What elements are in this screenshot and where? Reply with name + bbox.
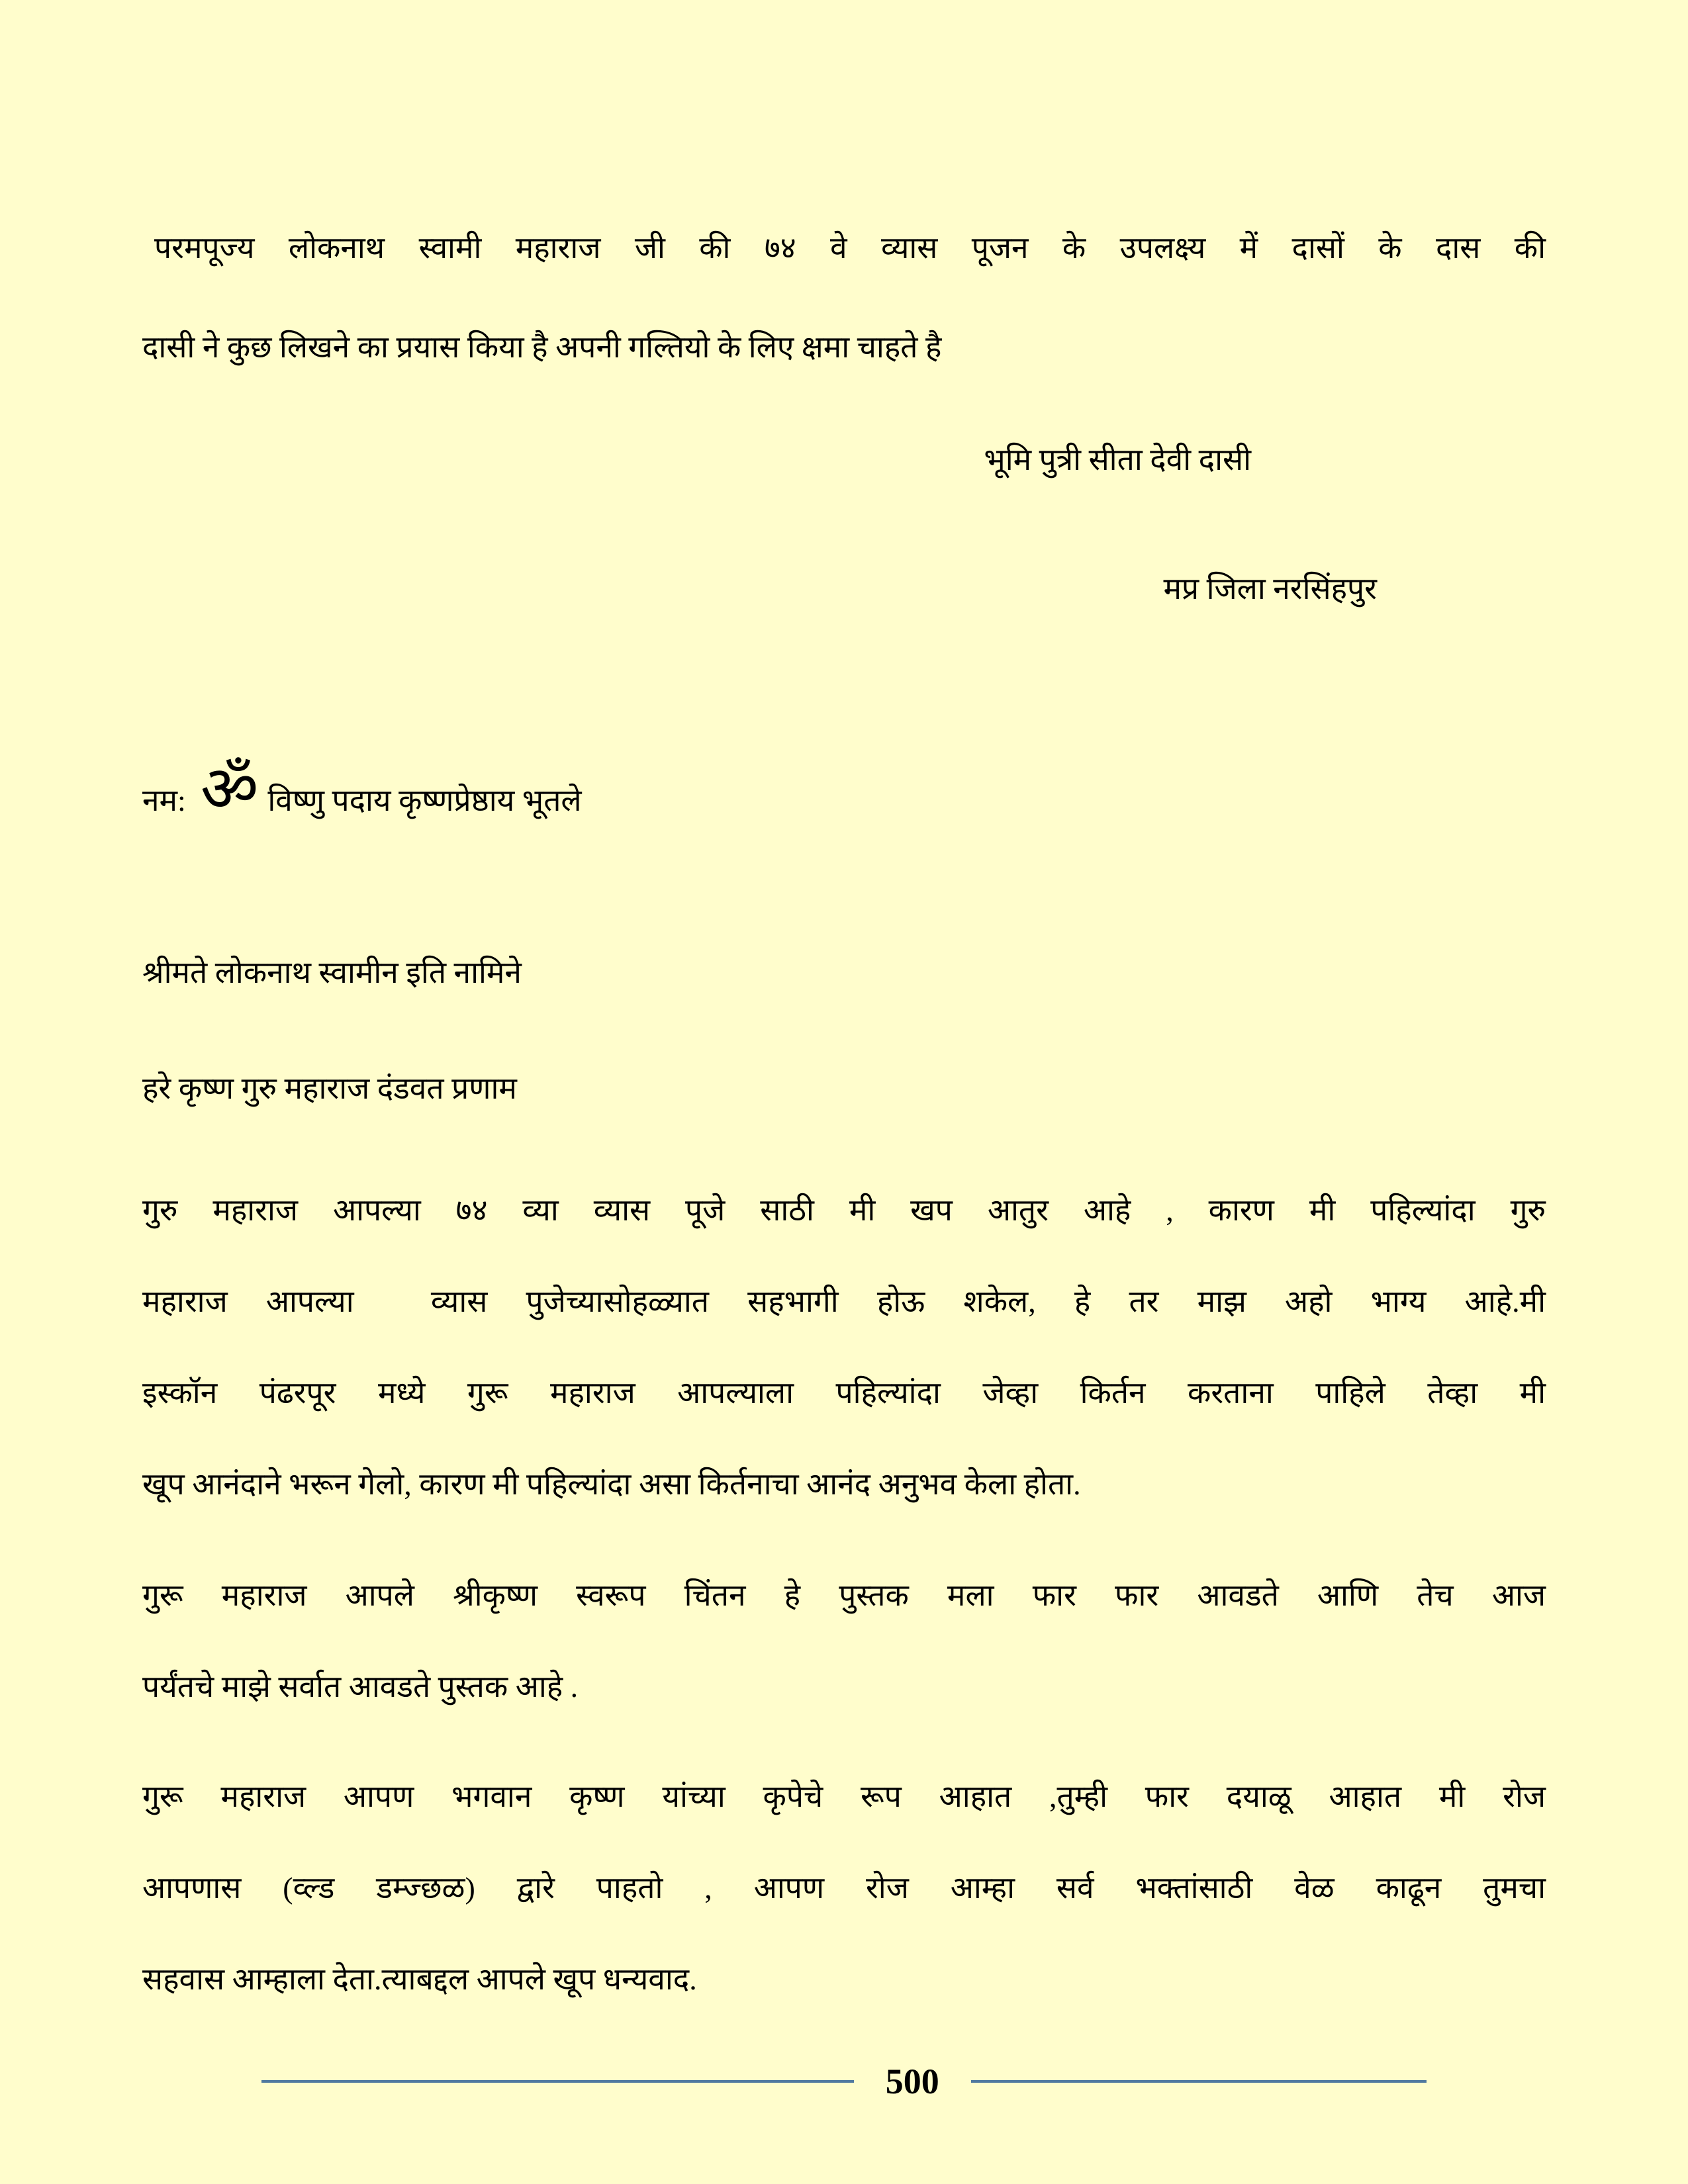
invocation-line	[142, 751, 1546, 850]
footer-rule-left	[261, 2080, 854, 2083]
invocation-suffix: विष्णु पदाय कृष्णप्रेष्ठाय भूतले	[267, 784, 582, 817]
signature-name: भूमि पुत्री सीता देवी दासी	[984, 443, 1251, 477]
signature-place: मप्र जिला नरसिंहपुर	[1163, 572, 1377, 606]
paragraph-line: पर्यंतचे माझे सर्वात आवडते पुस्तक आहे .	[142, 1670, 579, 1704]
body-paragraph-1	[142, 1165, 1546, 1530]
body-paragraph-2	[142, 1550, 1546, 1733]
salutation-line-1: श्रीमते लोकनाथ स्वामीन इति नामिने	[142, 956, 522, 989]
intro-line: परमपूज्य लोकनाथ स्वामी महाराज जी की ७४ वे व्यास पूजन के उपलक्ष्य में दासों के दास की	[154, 231, 1546, 265]
paragraph-line: इस्कॉन पंढरपूर मध्ये गुरू महाराज आपल्याला पहिल्यांदा जेव्हा किर्तन करताना पाहिले तेव्हा मी	[142, 1376, 1546, 1410]
paragraph-line: खूप आनंदाने भरून गेलो, कारण मी पहिल्यांदा असा किर्तनाचा आनंद अनुभव केला होता.	[142, 1467, 1081, 1501]
paragraph-line: सहवास आम्हाला देता.त्याबद्दल आपले खूप धन्यवाद.	[142, 1962, 697, 1996]
om-symbol: ॐ	[200, 754, 259, 825]
page-number: 500	[885, 2062, 939, 2101]
paragraph-line: गुरु महाराज आपल्या ७४ व्या व्यास पूजे साठी मी खप आतुर आहे , कारण मी पहिल्यांदा गुरु	[142, 1193, 1546, 1227]
intro-paragraph	[142, 199, 1546, 397]
intro-line: दासी ने कुछ लिखने का प्रयास किया है अपनी गल्तियो के लिए क्षमा चाहते है	[142, 330, 942, 364]
paragraph-line: आपणास (व्ल्ड डम्ज्छळ) द्वारे पाहतो , आपण रोज आम्हा सर्व भक्तांसाठी वेळ काढून तुमचा	[142, 1871, 1546, 1905]
signature-block	[142, 410, 1546, 639]
footer-rule-right	[971, 2080, 1427, 2083]
body-paragraph-3	[142, 1751, 1546, 2025]
salutation-line-2: हरे कृष्ण गुरु महाराज दंडवत प्रणाम	[142, 1071, 517, 1105]
paragraph-line: महाराज आपल्या व्यास पुजेच्यासोहळ्यात सहभागी होऊ शकेल, हे तर माझ अहो भाग्य आहे.मी	[142, 1285, 1546, 1318]
paragraph-line: गुरू महाराज आपले श्रीकृष्ण स्वरूप चिंतन हे पुस्तक मला फार फार आवडते आणि तेच आज	[142, 1578, 1546, 1612]
paragraph-line: गुरू महाराज आपण भगवान कृष्ण यांच्या कृपेचे रूप आहात ,तुम्ही फार दयाळू आहात मी रोज	[142, 1780, 1546, 1813]
page-footer	[261, 2064, 1427, 2099]
invocation-prefix: नम:	[142, 784, 186, 817]
